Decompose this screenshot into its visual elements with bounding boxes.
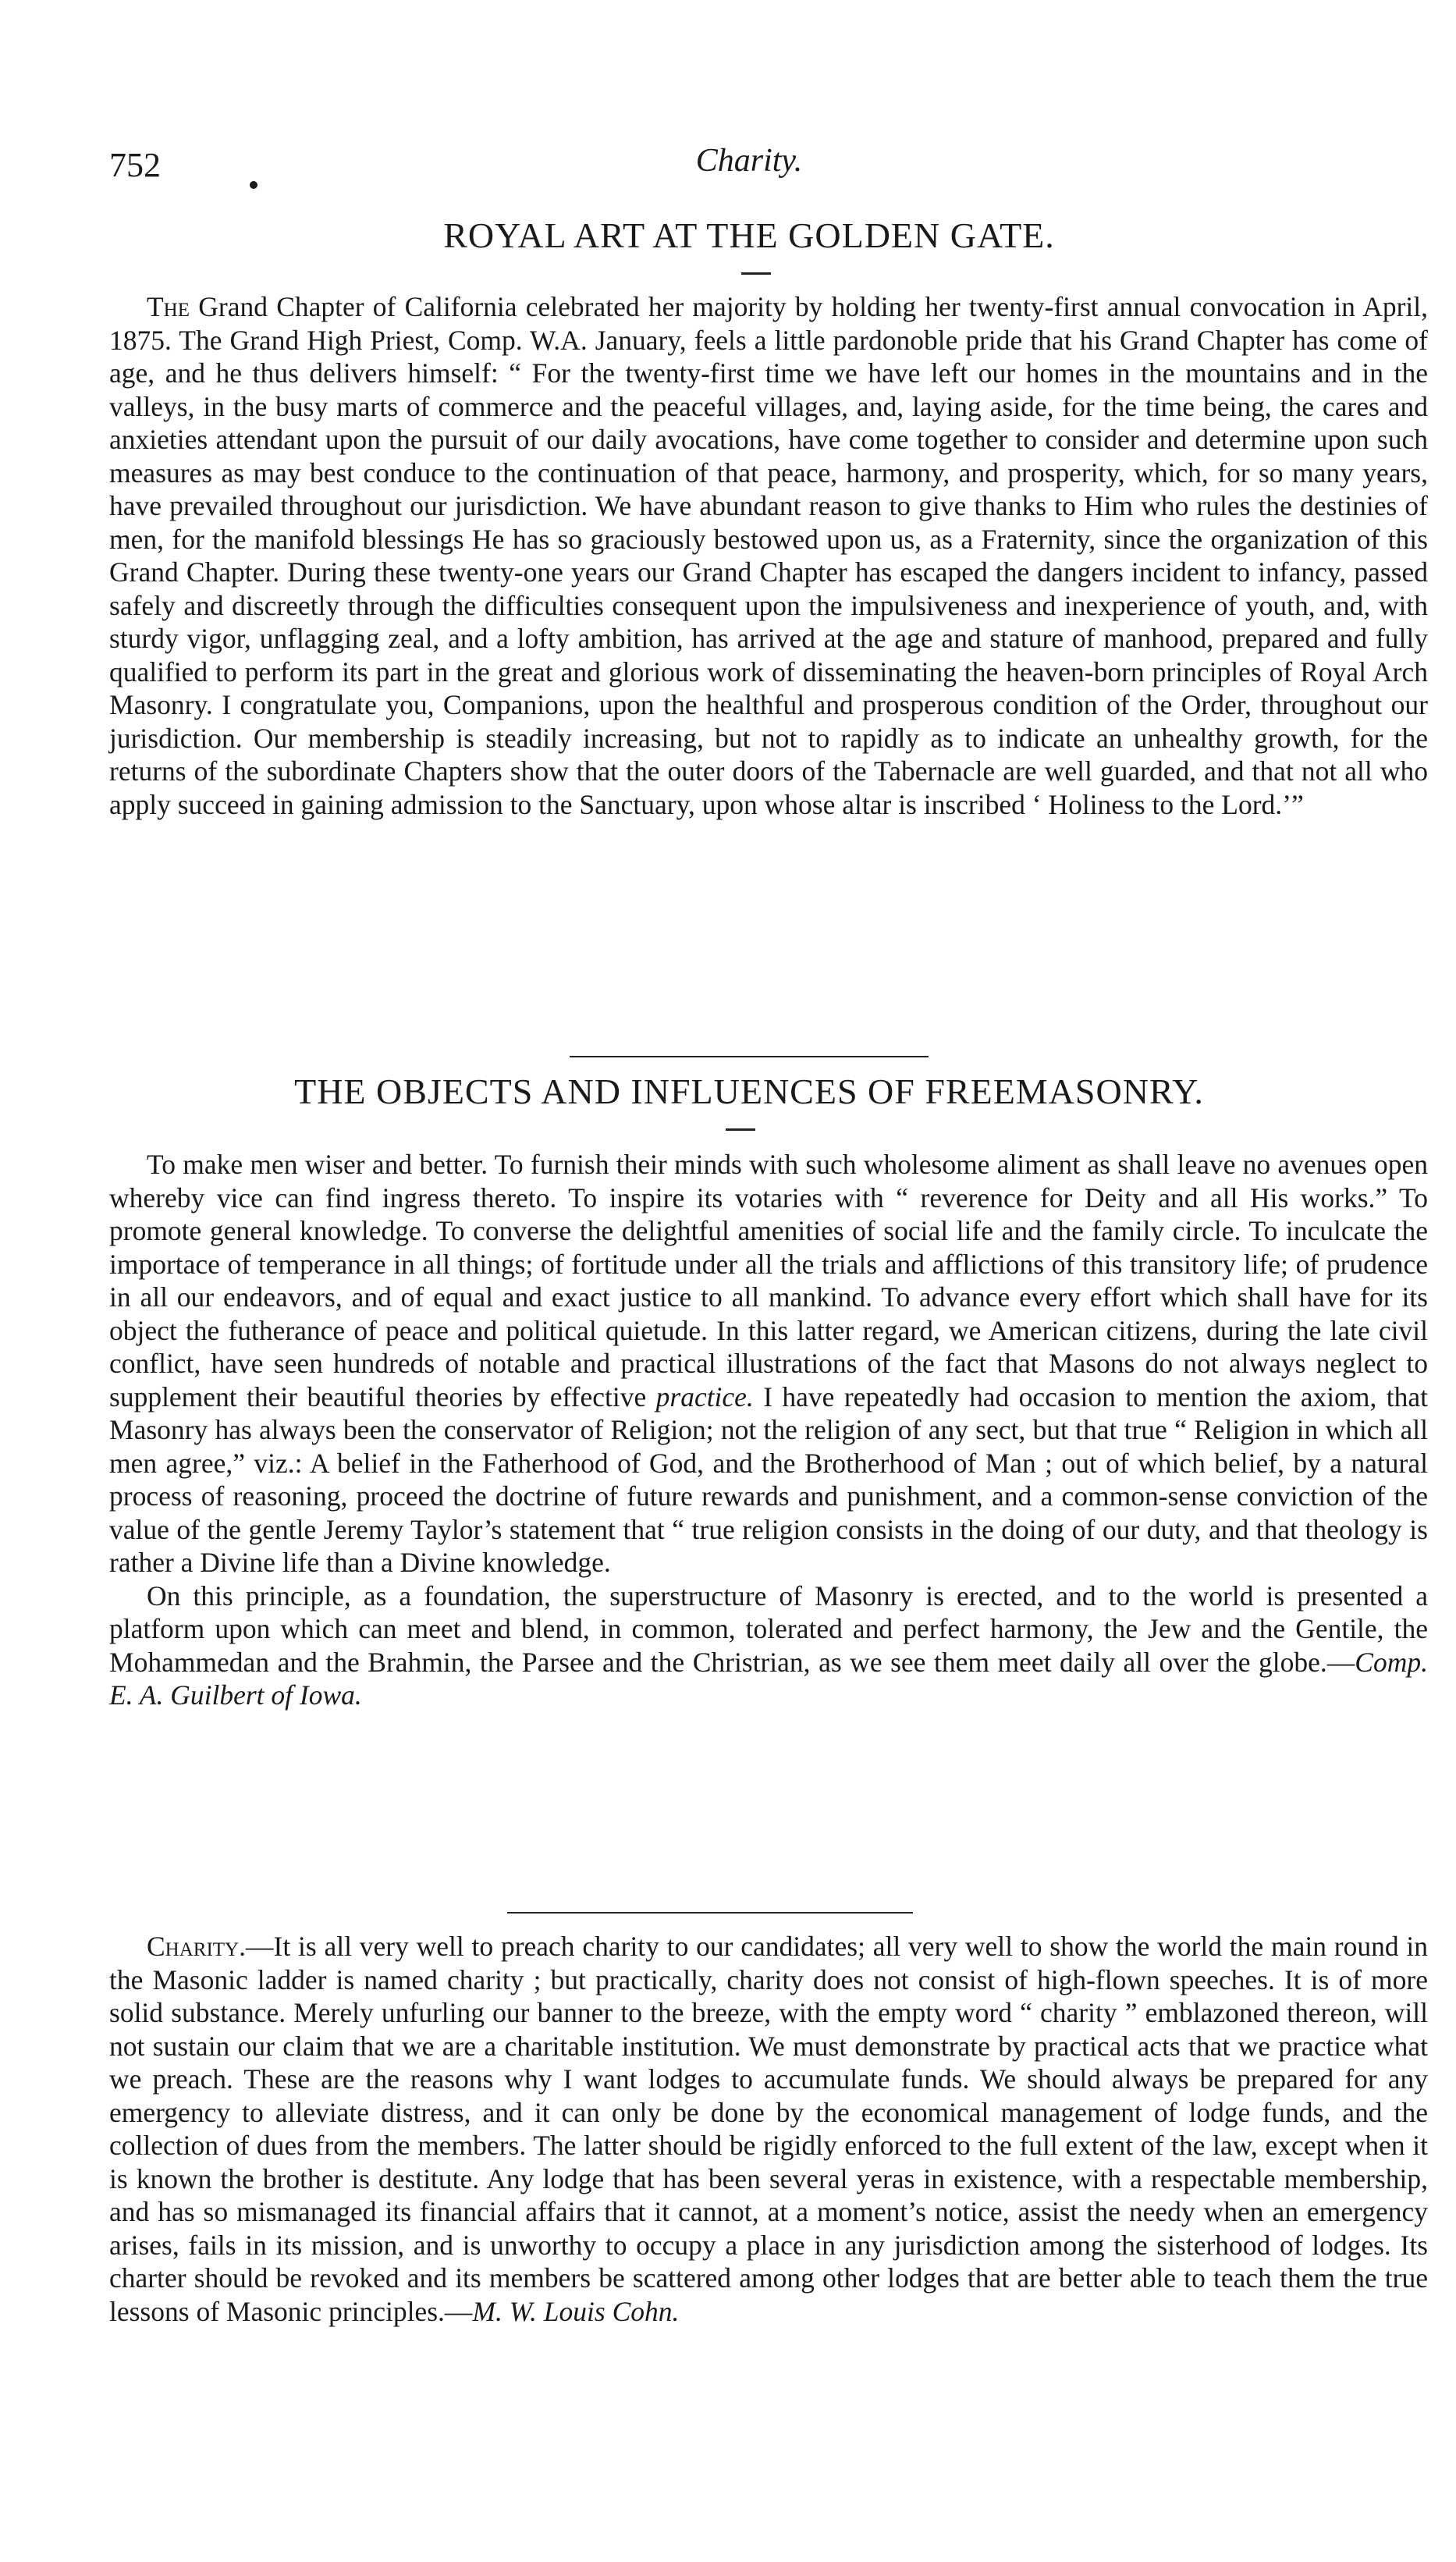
- running-header: [86, 140, 1412, 195]
- paragraph-text: On this principle, as a foundation, the superstructure of Masonry is erected, and to the world is presented a platform upon which can meet and blend, in common, tolerated and perfect harmony, the Jew and the Gentile, the Mohammedan and the Brahmin, the Parsee and the Christrian, as we see them meet daily all over the globe.—: [109, 1579, 1428, 1678]
- paragraph: [109, 1930, 1428, 2328]
- title-dash: [741, 272, 771, 275]
- lead-word: Charity.: [147, 1931, 246, 1962]
- section-rule: [507, 1912, 913, 1914]
- article-title-royal-art: ROYAL ART AT THE GOLDEN GATE.: [443, 215, 1055, 255]
- paragraph: [109, 1148, 1428, 1579]
- paragraph-text: I have repeatedly had occasion to mention the axiom, that Masonry has always been the conservator of Religion; not the religion of any sect, but that true “ Religion in which all men agree,” viz.: A belief in the Fatherhood of God, and the Brotherhood of Man ; out of which belief, by a natural process of reasoning, proceed the doctrine of future rewards and punishment, and a common-sense conviction of the value of the gentle Jeremy Taylor’s statement that “ true religion consists in the doing of our duty, and that theology is rather a Divine life than a Divine knowledge.: [109, 1380, 1428, 1578]
- emphasis-text: practice.: [655, 1380, 754, 1412]
- article-objects-influences: [109, 1148, 1428, 1712]
- title-dash: [726, 1128, 755, 1131]
- paragraph: [109, 1579, 1428, 1712]
- article-title-objects-influences: THE OBJECTS AND INFLUENCES OF FREEMASONRY.: [294, 1071, 1204, 1111]
- paragraph-text: Grand Chapter of California celebrated her majority by holding her twenty-first annual convocation in April, 1875. The Grand High Priest, Comp. W.A. January, feels a little pardonoble pride that his Grand Chapter has come of age, and he thus delivers himself: “ For the twenty-first time we have left our homes in the mountains and in the valleys, in the busy marts of commerce and the peaceful villages, and, laying aside, for the time being, the cares and anxieties attendant upon the pursuit of our daily avocations, have come together to consider and determine upon such measures as may best conduce to the continuation of that peace, harmony, and prosperity, which, for so many years, have prevailed throughout our jurisdiction. We have abundant reason to give thanks to Him who rules the destinies of men, for the manifold blessings He has so graciously bestowed upon us, as a Fraternity, since the organization of this Grand Chapter. During these twenty-one years our Grand Chapter has escaped the dangers incident to infancy, passed safely and discreetly through the difficulties consequent upon the impulsiveness and inexperience of youth, and, with sturdy vigor, unflagging zeal, and a lofty ambition, has arrived at the age and stature of manhood, prepared and fully qualified to perform its part in the great and glorious work of disseminating the heaven-born principles of Royal Arch Masonry. I congratulate you, Companions, upon the healthful and prosperous condition of the Order, throughout our jurisdiction. Our membership is steadily increasing, but not to rapidly as to indicate an unhealthy growth, for the returns of the subordinate Chapters show that the outer doors of the Tabernacle are well guarded, and that not all who apply succeed in gaining admission to the Sanctuary, upon whose altar is inscribed ‘ Holiness to the Lord.’”: [109, 291, 1429, 820]
- ink-dot: [250, 181, 257, 189]
- lead-word: The: [147, 291, 190, 322]
- paragraph-text: —It is all very well to preach charity to our candidates; all very well to show the world the main round in the Masonic ladder is named charity ; but practically, charity does not consist of high-flown speeches. It is of more solid substance. Merely unfurling our banner to the breeze, with the empty word “ charity ” emblazoned thereon, will not sustain our claim that we are a charitable institution. We must demonstrate by practical acts that we practice what we preach. These are the reasons why I want lodges to accumulate funds. We should always be prepared for any emergency to alleviate distress, and it can only be done by the economical management of lodge funds, and the collection of dues from the members. The latter should be rigidly enforced to the full extent of the law, except when it is known the brother is destitute. Any lodge that has been several yeras in existence, with a respectable membership, and has so mismanaged its financial affairs that it cannot, at a moment’s notice, assist the needy when an emergency arises, fails in its mission, and is unworthy to occupy a place in any jurisdiction among the sisterhood of lodges. Its charter should be revoked and its members be scattered among other lodges that are better able to teach them the true lessons of Masonic principles.—: [109, 1931, 1428, 2327]
- paragraph-text: To make men wiser and better. To furnish their minds with such wholesome aliment as shall leave no avenues open whereby vice can find ingress thereto. To inspire its votaries with “ reverence for Deity and all His works.” To promote general knowledge. To converse the delightful amenities of social life and the family circle. To inculcate the importace of temperance in all things; of fortitude under all the trials and afflictions of this transitory life; of prudence in all our endeavors, and of equal and exact justice to all mankind. To advance every effort which shall have for its object the futherance of peace and political quietude. In this latter regard, we American citizens, during the late civil conflict, have seen hundreds of notable and practical illustrations of the fact that Masons do not always neglect to supplement their beautiful theories by effective: [109, 1149, 1428, 1412]
- page-number: 752: [109, 146, 161, 184]
- attribution: M. W. Louis Cohn.: [472, 2295, 680, 2327]
- article-charity: [109, 1930, 1428, 2328]
- section-rule: [570, 1056, 929, 1057]
- running-title: Charity.: [695, 143, 803, 179]
- article-royal-art: [109, 290, 1428, 821]
- paragraph: [109, 290, 1428, 821]
- attribution: Comp. E. A. Guilbert of Iowa.: [109, 1646, 1428, 1711]
